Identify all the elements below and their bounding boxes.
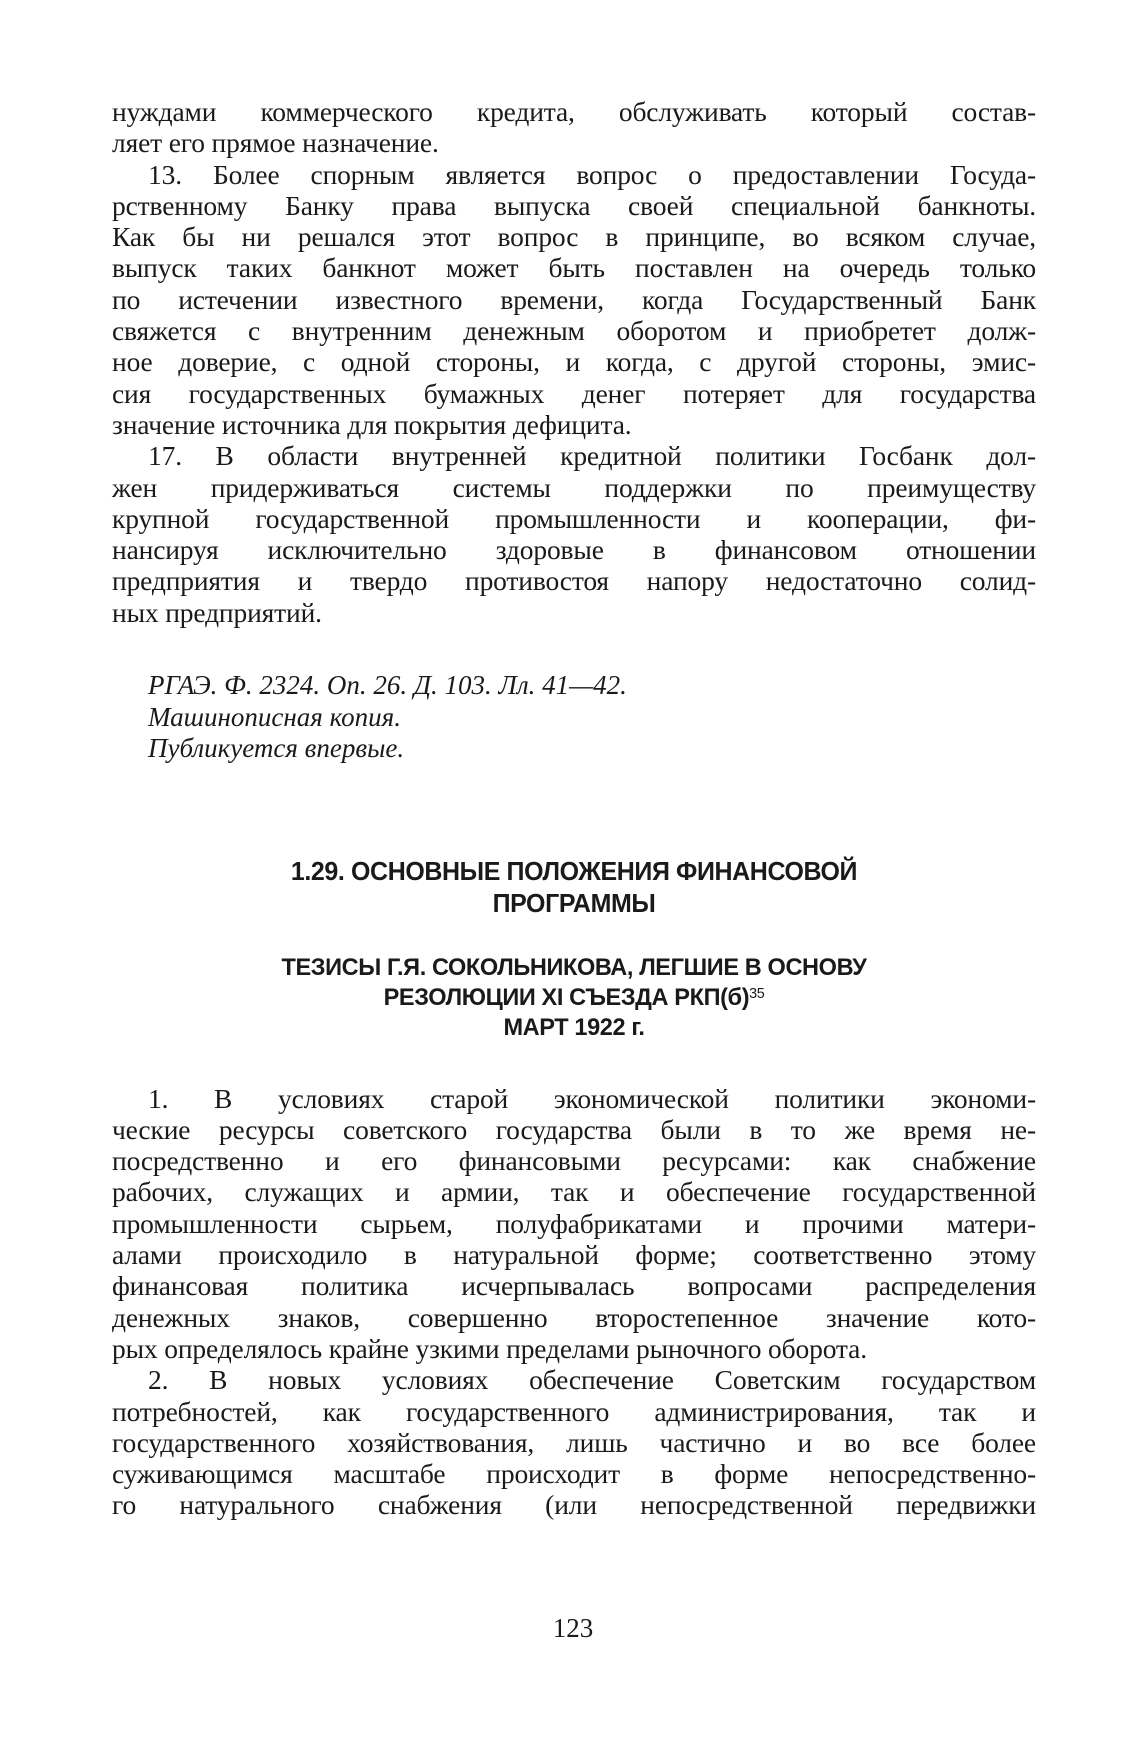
text-line: ных предприятий. [112,596,322,628]
text-line: нансируя исключительно здоровые в финансовом отношении [112,534,1036,566]
text-line: ляет его прямое назначение. [112,127,439,159]
text-line: Как бы ни решался этот вопрос в принципе, во всяком случае, [112,221,1036,253]
text-line: 1. В условиях старой экономической политики экономи- [148,1082,1036,1114]
text-line: выпуск таких банкнот может быть поставлен на очередь только [112,252,1036,284]
text-line: 17. В области внутренней кредитной политики Госбанк дол- [148,440,1036,472]
page-number: 123 [552,1613,594,1643]
text-line: рых определялось крайне узкими пределами рыночного оборота. [112,1332,867,1364]
text-line: финансовая политика исчерпывалась вопросами распределения [112,1270,1036,1302]
text-line: значение источника для покрытия дефицита. [112,408,632,440]
paragraph-2 [112,1364,1036,1520]
section-title-line: ПРОГРАММЫ [492,887,656,918]
text-line: рабочих, служащих и армии, так и обеспечение государственной [112,1176,1036,1208]
paragraph-1 [112,1083,1036,1365]
text-line: 2. В новых условиях обеспечение Советским государством [148,1364,1036,1396]
text-line: промышленности сырьем, полуфабрикатами и прочими матери- [112,1207,1036,1239]
section-title [130,855,1017,919]
footnote-reference[interactable]: 35 [749,984,765,1002]
text-line: государственного хозяйствования, лишь частично и во все более [112,1426,1036,1458]
text-line: нуждами коммерческого кредита, обслуживать который состав- [112,96,1036,127]
text-line: ное доверие, с одной стороны, и когда, с другой стороны, эмис- [112,346,1036,378]
text-line: рственному Банку права выпуска своей специальной банкноты. [112,189,1036,221]
section-subtitle [130,953,1017,1043]
text-line: го натурального снабжения (или непосредственной передвижки [112,1489,1036,1521]
text-line: свяжется с внутренним денежным оборотом и приобретет долж- [112,315,1036,347]
text-line: жен придерживаться системы поддержки по преимуществу [112,471,1036,503]
book-page [112,96,1036,1521]
continuation-paragraph [112,96,1036,159]
text-line: потребностей, как государственного администрирования, так и [112,1395,1036,1427]
copy-type-note: Машинописная копия. [148,701,401,732]
document-date: МАРТ 1922 г. [503,1013,645,1041]
text-line: предприятия и твердо противостоя напору недостаточно солид- [112,565,1036,597]
subtitle-line: ТЕЗИСЫ Г.Я. СОКОЛЬНИКОВА, ЛЕГШИЕ В ОСНОВУ [281,953,867,981]
text-line: сия государственных бумажных денег потеряет для государства [112,377,1036,409]
subtitle-text: РЕЗОЛЮЦИИ XI СЪЕЗДА РКП(б) [383,983,750,1011]
subtitle-line [130,983,1017,1013]
source-note [112,670,1036,765]
text-line: алами происходило в натуральной форме; соответственно этому [112,1239,1036,1271]
text-line: посредственно и его финансовыми ресурсами: как снабжение [112,1145,1036,1177]
paragraph-13 [112,159,1036,441]
text-line: крупной государственной промышленности и кооперации, фи- [112,502,1036,534]
paragraph-17 [112,440,1036,628]
text-line: денежных знаков, совершенно второстепенное значение кото- [112,1301,1036,1333]
publication-note: Публикуется впервые. [148,733,405,764]
section-title-line: 1.29. ОСНОВНЫЕ ПОЛОЖЕНИЯ ФИНАНСОВОЙ [290,855,858,886]
text-line: 13. Более спорным является вопрос о предоставлении Госуда- [148,158,1036,190]
text-line: по истечении известного времени, когда Государственный Банк [112,283,1036,315]
archive-reference: РГАЭ. Ф. 2324. Оп. 26. Д. 103. Лл. 41—42. [148,670,627,701]
text-line: суживающимся масштабе происходит в форме непосредственно- [112,1458,1036,1490]
text-line: ческие ресурсы советского государства были в то же время не- [112,1113,1036,1145]
